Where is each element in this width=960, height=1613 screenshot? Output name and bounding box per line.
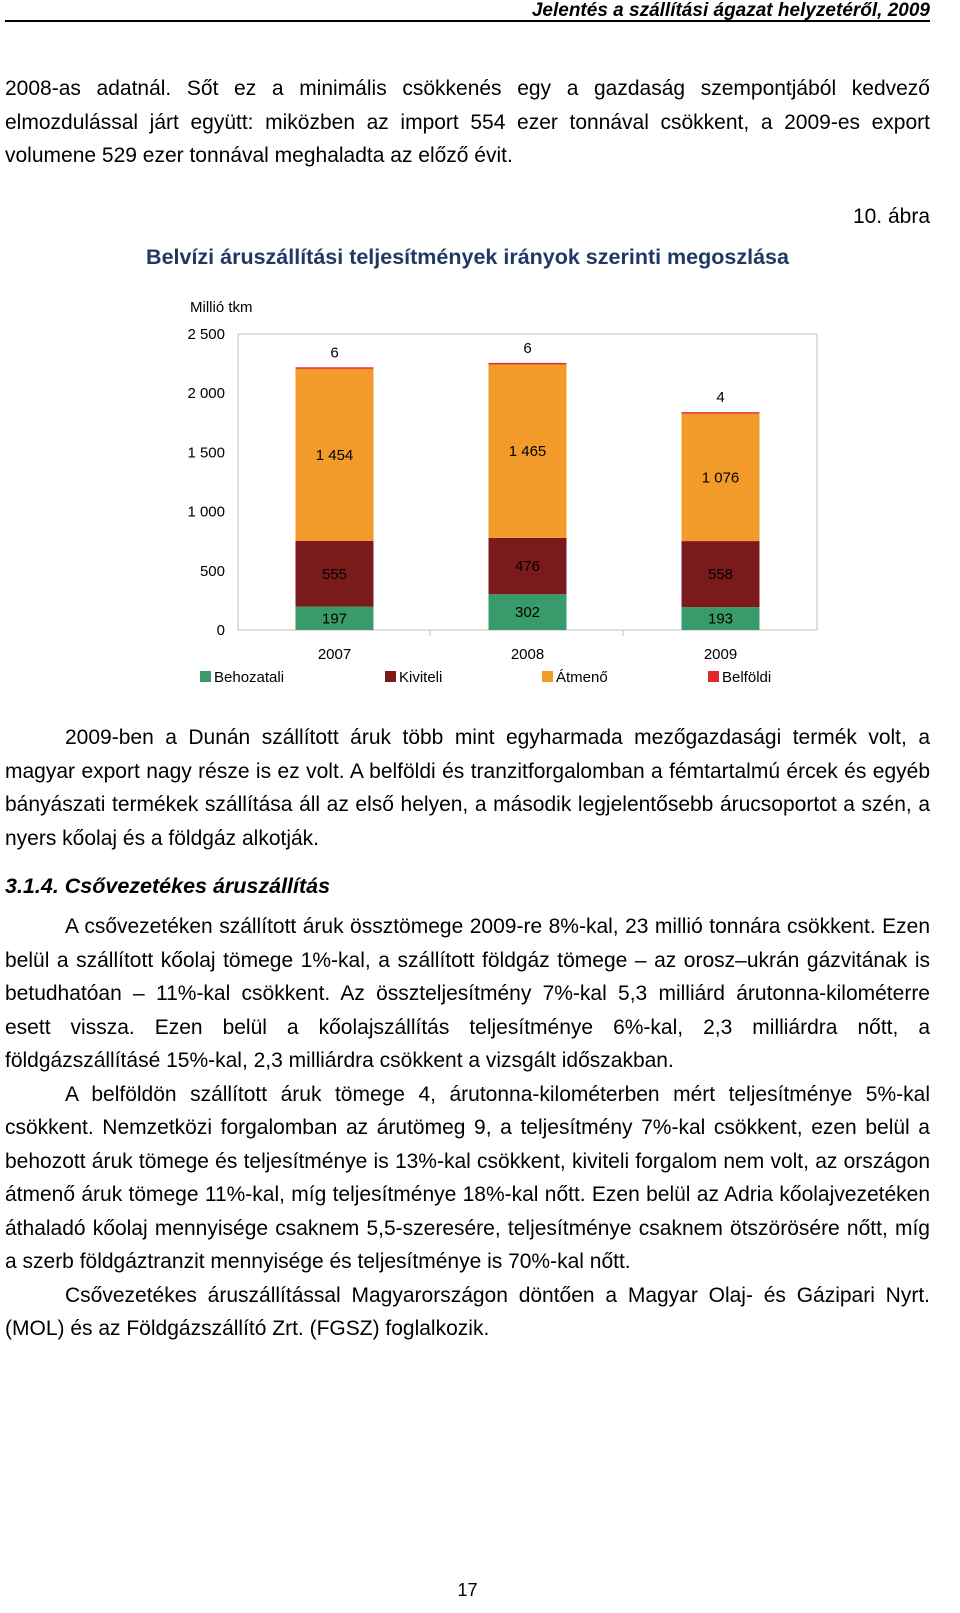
legend-entry: Kiviteli (399, 669, 443, 686)
paragraph-3: A csővezetéken szállított áruk össztömege 2009-re 8%-kal, 23 millió tonnára csökkent. Ezen belül a szállított kőolaj tömege 1%-kal, a szállított földgáz tömege – az orosz–ukrán gázvitának is betudhatóan – 11%-kal csökkent. Az összteljesítmény 7%-kal 5,3 milliárd árutonna-kilométerre esett vissza. Ezen belül a kőolajszállítás teljesítménye 6%-kal, 2,3 milliárdra nőtt, a földgázszállításé 15%-kal, 2,3 milliárdra csökkent a vizsgált időszakban. (5, 915, 930, 1072)
legend-swatch (708, 671, 719, 682)
data-label: 1 465 (508, 443, 547, 461)
bar-segment-belföldi (296, 367, 374, 369)
data-label: 6 (330, 344, 339, 362)
legend-swatch (200, 671, 211, 682)
intro-paragraph (5, 72, 930, 173)
figure-label: 10. ábra (852, 205, 930, 228)
data-label: 476 (514, 558, 541, 576)
data-label: 558 (707, 566, 734, 584)
bar-segment-belföldi (682, 412, 760, 414)
data-label: 6 (523, 339, 532, 357)
chart-title: Belvízi áruszállítási teljesítmények irányok szerinti megoszlása (146, 245, 789, 269)
running-header: Jelentés a szállítási ágazat helyzetéről, 2009 (531, 0, 930, 21)
x-tick-label: 2007 (317, 646, 352, 663)
paragraph-2-text: 2009-ben a Dunán szállított áruk több mint egyharmada mezőgazdasági termék volt, a magyar export nagy része is ez volt. A belföldi és tranzitforgalomban a fémtartalmú ércek és egyéb bányászati termékek szállítása áll az első helyen, a második legjelentősebb árucsoportot a szén, a nyers kőolaj és a földgáz alkotják. (5, 726, 930, 850)
data-label: 4 (716, 389, 725, 407)
bar-segment-belföldi (489, 363, 567, 365)
intro-paragraph-text: 2008-as adatnál. Sőt ez a minimális csökkenés egy a gazdaság szempontjából kedvező elmozdulással járt együtt: miközben az import 554 ezer tonnával csökkent, a 2009-es export volumene 529 ezer tonnával meghaladta az előző évit. (5, 77, 930, 167)
y-tick-label: 500 (199, 562, 225, 580)
page-number: 17 (457, 1580, 478, 1600)
paragraph-4: A belföldön szállított áruk tömege 4, árutonna-kilométerben mért teljesítménye 5%-kal csökkent. Nemzetközi forgalomban az árutömeg 9, a teljesítmény 7%-kal csökkent, ezen belül a behozott áruk tömege és teljesítménye is 13%-kal csökkent, kiviteli forgalom nem volt, az országon átmenő áruk tömege 11%-kal, míg teljesítménye 18%-kal nőtt. Ezen belül az Adria kőolajvezetéken áthaladó kőolaj mennyisége csaknem 5,5-szeresére, teljesítménye csaknem ötszörösére nőtt, míg a szerb földgáztranzit mennyisége és teljesítménye is 70%-kal nőtt. (5, 1082, 930, 1273)
y-tick-label: 2 500 (187, 326, 225, 343)
data-label: 197 (321, 610, 348, 628)
y-axis-label: Millió tkm (190, 299, 253, 316)
data-label: 302 (514, 604, 541, 622)
data-label: 555 (321, 565, 348, 583)
body-text (5, 910, 930, 1346)
data-label: 1 076 (701, 469, 740, 487)
legend-entry: Belföldi (722, 669, 772, 686)
x-tick-label: 2009 (703, 646, 738, 663)
data-label: 193 (707, 610, 734, 628)
section-heading: 3.1.4. Csővezetékes áruszállítás (5, 874, 331, 898)
legend-entry: Behozatali (214, 669, 285, 686)
legend-swatch (385, 671, 396, 682)
paragraph-2 (5, 721, 930, 855)
paragraph-5: Csővezetékes áruszállítással Magyarországon döntően a Magyar Olaj- és Gázipari Nyrt. (MOL) és az Földgázszállító Zrt. (FGSZ) foglalkozik. (5, 1283, 930, 1340)
y-tick-label: 2 000 (187, 385, 225, 403)
legend-entry: Átmenő (556, 669, 608, 686)
y-tick-label: 1 500 (187, 444, 225, 462)
y-tick-label: 0 (216, 622, 225, 639)
header-divider (5, 20, 930, 22)
y-tick-label: 1 000 (187, 503, 225, 521)
stacked-bar-chart (170, 290, 830, 700)
legend-swatch (542, 671, 553, 682)
data-label: 1 454 (315, 446, 354, 464)
x-tick-label: 2008 (510, 646, 545, 663)
